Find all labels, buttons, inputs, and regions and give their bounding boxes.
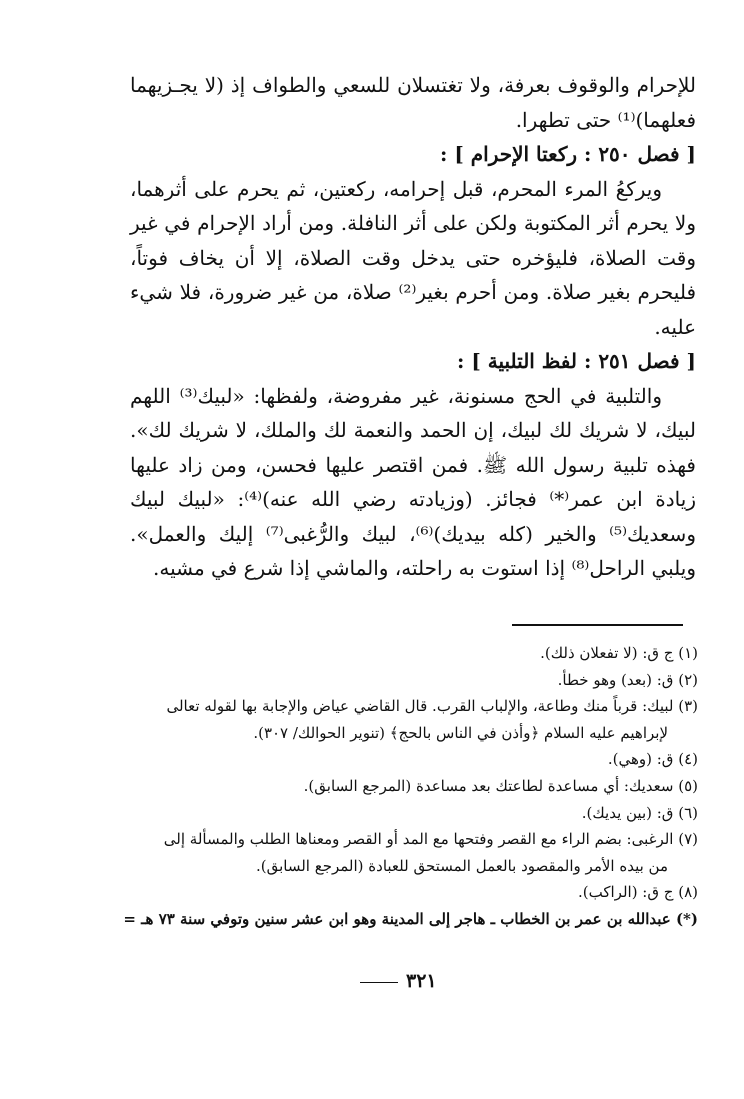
footnote-4: (٤) ق: (وهي).	[607, 750, 698, 769]
footnote-divider	[512, 624, 683, 626]
page-number-dash	[360, 982, 398, 983]
paragraph-two-rakaat: ويركعُ المرء المحرم، قبل إحرامه، ركعتين، ثم يحرم على أثرهما، ولا يحرم أثر المكتوبة ولكن على أثر النافلة. ومن أراد الإحرام في غير وقت الصلاة، فليؤخره حتى يدخل وقت الصلاة، إلا أن يخاف فوتاً، فليحرم بغير صلاة. ومن أحرم بغير⁽²⁾ صلاة، من غير ضرورة، فلا شيء عليه.	[130, 176, 696, 339]
paragraph-talbiya: والتلبية في الحج مسنونة، غير مفروضة، ولفظها: «لبيك⁽³⁾ اللهم لبيك، لا شريك لك لبيك، إن الحمد والنعمة لك والملك، لا شريك لك». فهذه تلبية رسول الله ﷺ. فمن اقتصر عليها فحسن، ومن زاد عليها زيادة ابن عمر⁽*⁾ فجائز. (وزيادته رضي الله عنه)⁽⁴⁾: «لبيك لبيك وسعديك⁽⁵⁾ والخير (كله بيديك)⁽⁶⁾، لبيك والرُّغبى⁽⁷⁾ إليك والعمل». ويلبي الراحل⁽⁸⁾ إذا استوت به راحلته، والماشي إذا شرع في مشيه.	[130, 383, 697, 580]
footnote-3: (٣) لبيك: قرباً منك وطاعة، والإلباب القرب. قال القاضي عياض والإجابة بها لقوله تعالى	[166, 697, 698, 716]
footnote-star: (*) عبدالله بن عمر بن الخطاب ـ هاجر إلى المدينة وهو ابن عشر سنين وتوفي سنة ٧٣ هـ =	[123, 909, 698, 928]
section-heading-251: [ فصل ٢٥١ : لفظ التلبية ] :	[456, 349, 696, 373]
footnote-6: (٦) ق: (بين يديك).	[581, 803, 698, 822]
footnote-5: (٥) سعديك: أي مساعدة لطاعتك بعد مساعدة (المرجع السابق).	[303, 776, 698, 795]
paragraph-continuation: للإحرام والوقوف بعرفة، ولا تغتسلان للسعي والطواف إذ (لا يجـزيهما فعلهما)⁽¹⁾ حتى تطهرا.	[130, 73, 696, 132]
footnote-3-continued: لإبراهيم عليه السلام ﴿وأذن في الناس بالحج﴾ (تنوير الحوالك/ ٣٠٧).	[253, 723, 668, 742]
page-number-value: ٣٢١	[406, 970, 437, 992]
footnote-7: (٧) الرغبى: بضم الراء مع القصر وفتحها مع المد أو القصر ومعناها الطلب والمسألة إلى	[163, 830, 698, 849]
footnotes	[120, 640, 698, 933]
footnote-8: (٨) ج ق: (الراكب).	[578, 883, 698, 902]
page-number	[360, 966, 437, 996]
footnote-1: (١) ج ق: (لا تفعلان ذلك).	[540, 644, 698, 662]
main-text	[130, 68, 696, 586]
page-body	[130, 68, 696, 586]
section-heading-250: [ فصل ٢٥٠ : ركعتا الإحرام ] :	[440, 142, 696, 166]
footnote-2: (٢) ق: (بعد) وهو خطأ.	[557, 670, 698, 689]
footnote-7-continued: من بيده الأمر والمقصود بالعمل المستحق للعبادة (المرجع السابق).	[255, 856, 668, 875]
